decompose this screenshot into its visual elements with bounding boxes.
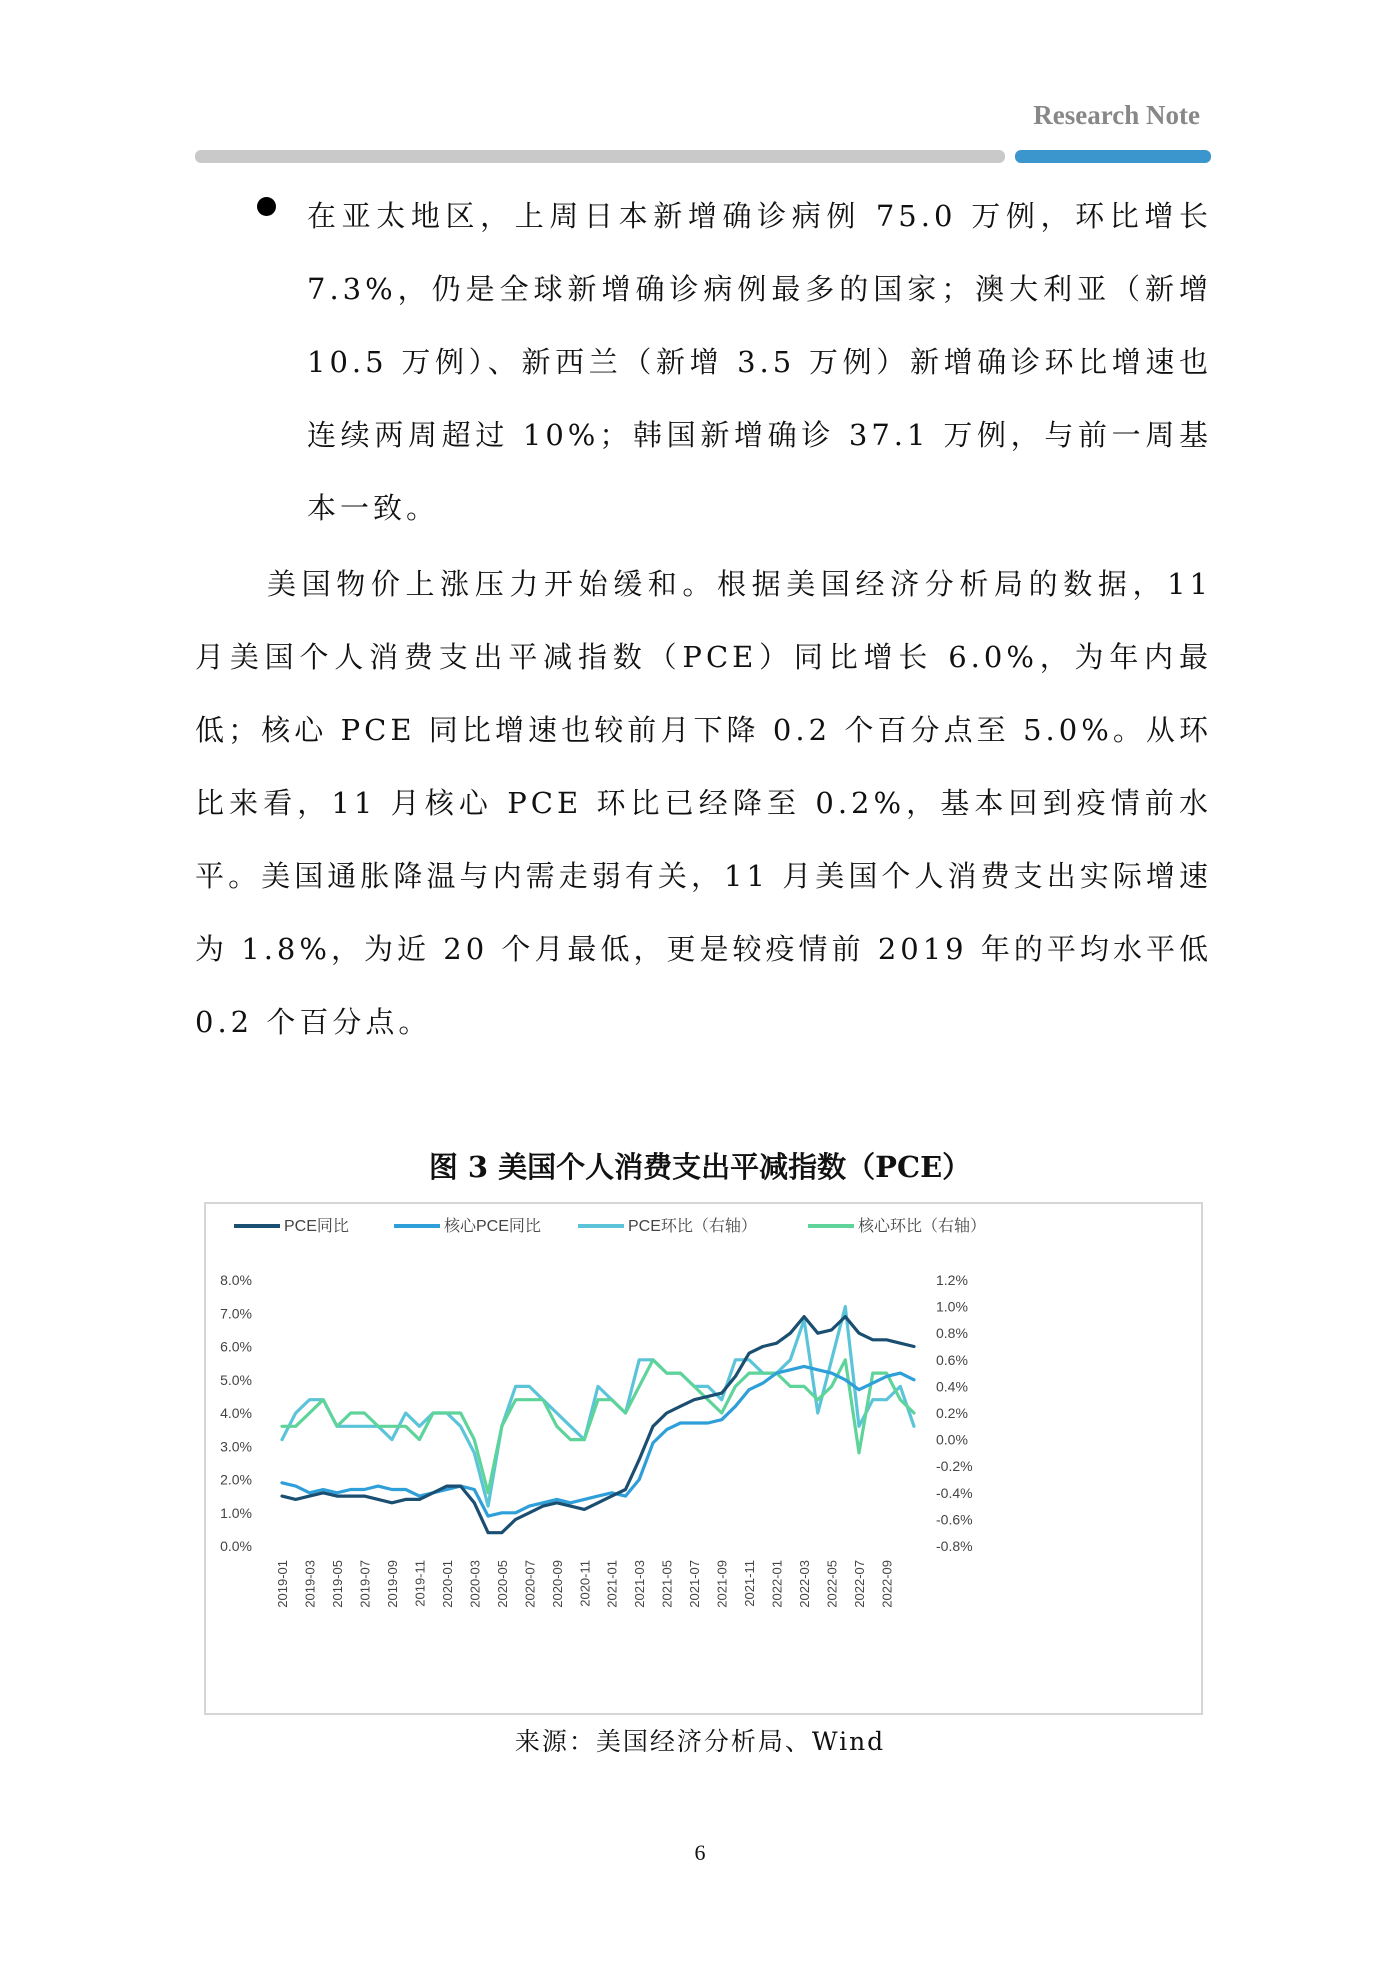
chart-frame (204, 1202, 1203, 1715)
series-line-2 (282, 1307, 914, 1507)
left-axis-tick-label: 3.0% (220, 1438, 252, 1455)
x-axis-tick-label: 2021-05 (659, 1560, 675, 1608)
right-axis-tick-label: -0.2% (936, 1458, 973, 1475)
series-line-3 (282, 1360, 914, 1493)
x-axis-tick-label: 2019-01 (275, 1560, 290, 1608)
x-axis-tick-label: 2019-07 (357, 1560, 373, 1608)
figure-source: 来源：美国经济分析局、Wind (514, 1727, 886, 1756)
body-paragraph: 美国物价上涨压力开始缓和。根据美国经济分析局的数据，11 月美国个人消费支出平减指数（PCE）同比增长 6.0%，为年内最低；核心 PCE 同比增速也较前月下降 0.2 个百分点至 5.0%。从环比来看，11 月核心 PCE 环比已经降至 0.2%，基本回到疫情前水平。美国通胀降温与内需走弱有关，11 月美国个人消费支出实际增速为 1.8%，为近 20 个月最低，更是较疫情前 2019 年的平均水平低 0.2 个百分点。 (195, 567, 1212, 1039)
x-axis-tick-label: 2020-05 (494, 1560, 510, 1608)
page-number: 6 (694, 1840, 706, 1865)
x-axis-tick-label: 2020-01 (439, 1560, 455, 1608)
right-axis-tick-label: -0.8% (936, 1538, 973, 1554)
legend-label: 核心环比（右轴） (858, 1218, 987, 1235)
x-axis-tick-label: 2021-01 (604, 1560, 620, 1608)
x-axis-tick-label: 2020-11 (577, 1560, 593, 1607)
right-axis-tick-label: 0.0% (936, 1431, 968, 1448)
left-axis-tick-label: 8.0% (220, 1272, 252, 1288)
x-axis-tick-label: 2021-11 (742, 1560, 758, 1607)
legend-label: 核心PCE同比 (444, 1218, 541, 1235)
right-axis (936, 1272, 973, 1554)
series-lines (282, 1307, 914, 1533)
x-axis-tick-label: 2022-03 (797, 1560, 813, 1608)
header-rule-gray (195, 150, 1005, 163)
x-axis-tick-label: 2022-05 (824, 1560, 840, 1608)
x-axis-tick-label: 2021-03 (632, 1560, 648, 1608)
x-axis-tick-label: 2021-09 (714, 1560, 730, 1608)
left-axis-tick-label: 0.0% (220, 1538, 252, 1554)
x-axis-tick-label: 2020-07 (522, 1560, 538, 1608)
x-axis-tick-label: 2019-09 (384, 1560, 400, 1608)
left-axis-tick-label: 2.0% (220, 1471, 252, 1488)
bullet-paragraph: 在亚太地区，上周日本新增确诊病例 75.0 万例，环比增长 7.3%，仍是全球新增确诊病例最多的国家；澳大利亚（新增 10.5 万例）、新西兰（新增 3.5 万例）新增确诊环比增速也连续两周超过 10%；韩国新增确诊 37.1 万例，与前一周基本一致。 (307, 199, 1212, 525)
x-axis-tick-label: 2019-03 (302, 1560, 318, 1608)
left-axis (220, 1272, 252, 1554)
right-axis-tick-label: 1.0% (936, 1298, 968, 1315)
header-rule-blue (1015, 150, 1211, 163)
x-axis-tick-label: 2019-11 (412, 1560, 428, 1607)
header-title: Research Note (1033, 100, 1200, 130)
pce-line-chart (206, 1204, 1201, 1713)
left-axis-tick-label: 1.0% (220, 1504, 252, 1521)
x-axis-tick-label: 2020-03 (467, 1560, 483, 1608)
x-axis-tick-label: 2021-07 (687, 1560, 703, 1608)
left-axis-tick-label: 5.0% (220, 1371, 252, 1388)
right-axis-tick-label: -0.6% (936, 1511, 973, 1528)
left-axis-tick-label: 7.0% (220, 1305, 252, 1322)
x-axis-tick-label: 2022-07 (852, 1560, 868, 1608)
right-axis-tick-label: -0.4% (936, 1484, 973, 1501)
right-axis-tick-label: 1.2% (936, 1272, 968, 1288)
right-axis-tick-label: 0.8% (936, 1325, 968, 1342)
x-axis-tick-label: 2022-01 (769, 1560, 785, 1608)
left-axis-tick-label: 4.0% (220, 1405, 252, 1421)
right-axis-tick-label: 0.4% (936, 1378, 968, 1395)
x-axis-tick-label: 2020-09 (549, 1560, 565, 1608)
chart-legend (234, 1217, 986, 1235)
x-axis-tick-label: 2019-05 (329, 1560, 345, 1608)
figure-title: 图 3 美国个人消费支出平减指数（PCE） (428, 1150, 972, 1184)
legend-label: PCE同比 (284, 1218, 349, 1235)
left-axis-tick-label: 6.0% (220, 1338, 252, 1355)
x-axis-tick-label: 2022-09 (879, 1560, 895, 1608)
bullet-icon (257, 197, 276, 216)
x-axis (275, 1560, 895, 1608)
right-axis-tick-label: 0.2% (936, 1405, 968, 1421)
right-axis-tick-label: 0.6% (936, 1351, 968, 1368)
legend-label: PCE环比（右轴） (628, 1218, 757, 1235)
